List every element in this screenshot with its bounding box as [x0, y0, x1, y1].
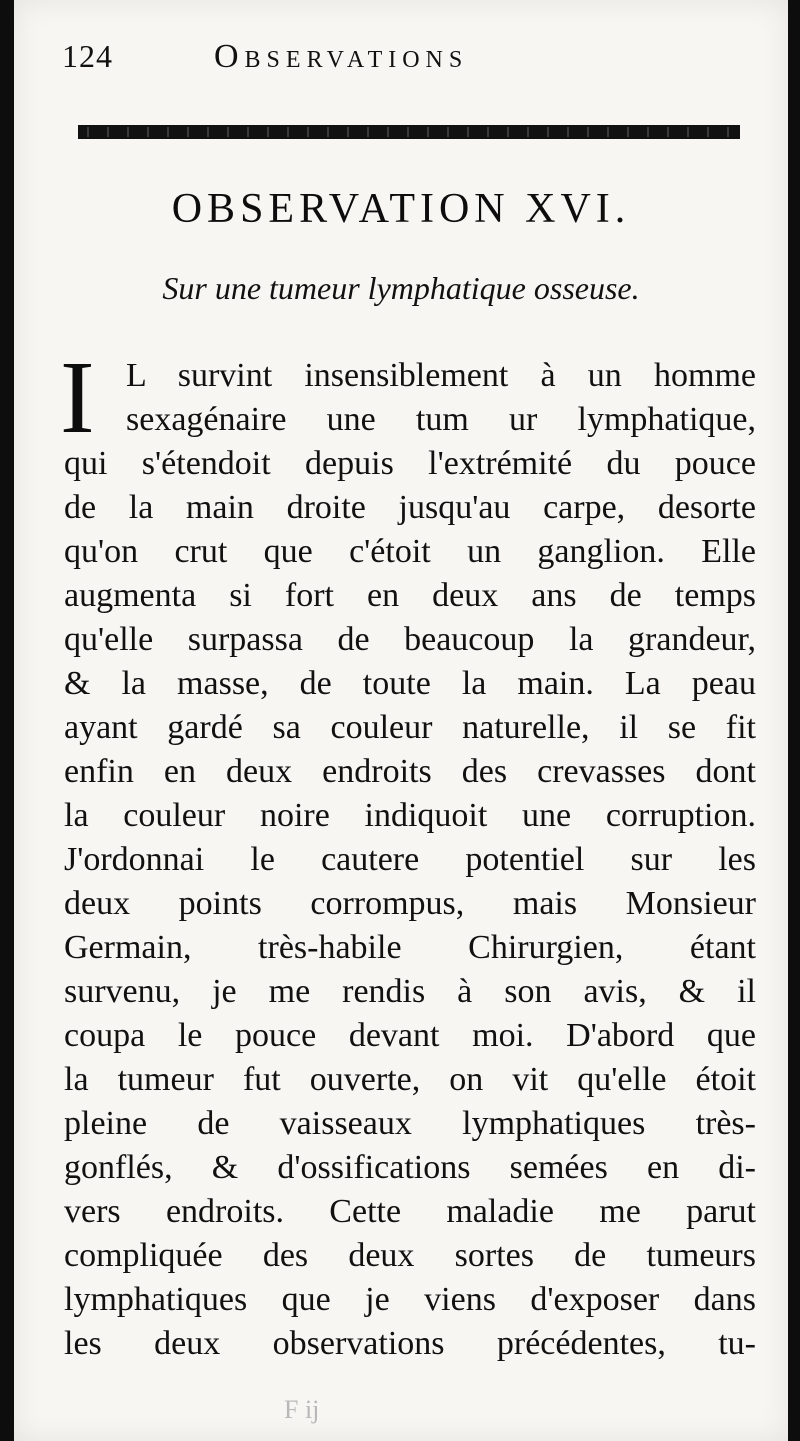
text-line-21: compliquée des deux sortes de tumeurs [64, 1237, 756, 1274]
text-line-2: sexagénaire une tum ur lymphatique, [126, 401, 756, 438]
text-line-1: L survint insensiblement à un homme [126, 357, 756, 394]
text-line-23: les deux observations précédentes, tu- [64, 1325, 756, 1362]
signature-mark: F ij [284, 1395, 320, 1424]
page-number: 124 [62, 38, 113, 74]
text-line-5: qu'on crut que c'étoit un ganglion. Elle [64, 533, 756, 570]
text-line-10: enfin en deux endroits des crevasses dont [64, 753, 756, 790]
text-line-22: lymphatiques que je viens d'exposer dans [64, 1281, 756, 1318]
text-line-12: J'ordonnai le cautere potentiel sur les [64, 841, 756, 878]
text-line-19: gonflés, & d'ossifications semées en di- [64, 1149, 756, 1186]
text-line-4: de la main droite jusqu'au carpe, desorte [64, 489, 756, 526]
text-line-3: qui s'étendoit depuis l'extrémité du pouce [64, 445, 756, 482]
text-line-11: la couleur noire indiquoit une corruption. [64, 797, 756, 834]
text-line-15: survenu, je me rendis à son avis, & il [64, 973, 756, 1010]
text-line-18: pleine de vaisseaux lymphatiques très- [64, 1105, 756, 1142]
text-line-16: coupa le pouce devant moi. D'abord que [64, 1017, 756, 1054]
text-line-9: ayant gardé sa couleur naturelle, il se fit [64, 709, 756, 746]
text-line-6: augmenta si fort en deux ans de temps [64, 577, 756, 614]
observation-title: OBSERVATION XVI. [171, 186, 631, 232]
text-line-20: vers endroits. Cette maladie me parut [64, 1193, 756, 1230]
book-page [14, 0, 788, 1441]
text-line-17: la tumeur fut ouverte, on vit qu'elle étoit [64, 1061, 756, 1098]
header-rule [78, 125, 740, 139]
text-line-7: qu'elle surpassa de beaucoup la grandeur, [64, 621, 756, 658]
text-line-13: deux points corrompus, mais Monsieur [64, 885, 756, 922]
drop-cap: I [60, 340, 95, 455]
text-line-8: & la masse, de toute la main. La peau [64, 665, 756, 702]
observation-subtitle: Sur une tumeur lymphatique osseuse. [162, 270, 640, 306]
text-line-14: Germain, très-habile Chirurgien, étant [64, 929, 756, 966]
running-title: Observations [214, 38, 469, 75]
